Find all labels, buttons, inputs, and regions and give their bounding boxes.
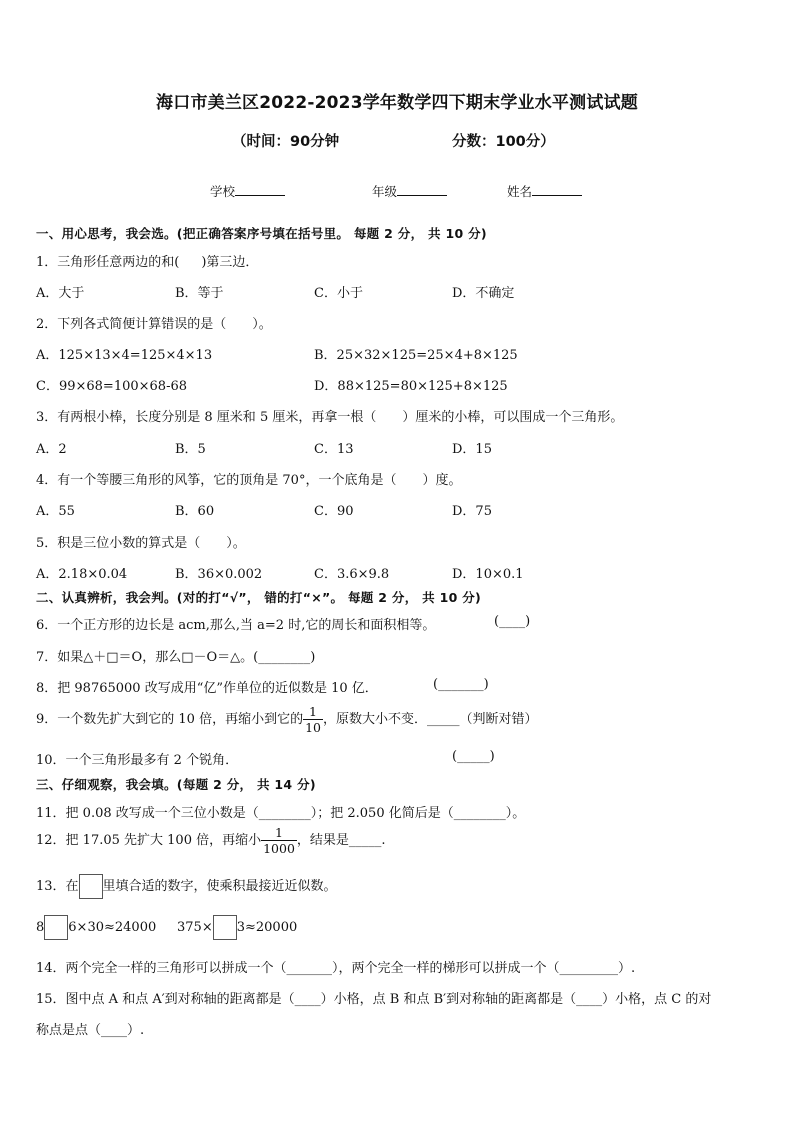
answer-box [79, 874, 103, 899]
question-15-line-2: 称点是点（____）. [36, 1023, 145, 1038]
grade-blank[interactable] [397, 183, 447, 196]
question-1-option-a[interactable]: A．大于 [36, 286, 85, 301]
question-5-option-b[interactable]: B．36×0.002 [175, 567, 263, 582]
fraction-denominator: 10 [305, 720, 321, 735]
fraction-denominator: 1000 [263, 841, 295, 856]
total-score: 分数：100分） [452, 134, 555, 150]
question-13-text-a: 13．在 [36, 879, 79, 894]
question-7: 7．如果△＋□＝O，那么□－O＝△。(________) [36, 650, 316, 665]
question-15-line-1: 15．图中点 A 和点 A′到对称轴的距离都是（____）小格，点 B 和点 B′到对称轴的距离都是（____）小格，点 C 的对 [36, 992, 712, 1007]
question-13-expression-2 [177, 915, 297, 940]
question-9-text-a: 9．一个数先扩大到它的 10 倍，再缩小到它的 [36, 712, 304, 727]
section-2-heading: 二、认真辨析，我会判。(对的打“√”， 错的打“×”。 每题 2 分， 共 10 分) [36, 590, 482, 605]
expression-1-suffix: 6×30≈24000 [68, 920, 157, 935]
expression-2-input-box[interactable] [213, 915, 237, 940]
document-title: 海口市美兰区2022-2023学年数学四下期末学业水平测试试题 [156, 93, 638, 113]
fraction-numerator: 1 [309, 704, 317, 719]
question-3-option-c[interactable]: C．13 [314, 442, 354, 457]
question-3: 3．有两根小棒，长度分别是 8 厘米和 5 厘米，再拿一根（ ）厘米的小棒，可以围成一个三角形。 [36, 410, 624, 425]
name-field [507, 182, 582, 200]
question-1-text-b: )第三边． [201, 255, 259, 270]
question-13 [36, 874, 337, 899]
grade-label: 年级 [372, 184, 398, 199]
school-blank[interactable] [235, 183, 285, 196]
question-13-expression-1 [36, 915, 156, 940]
school-label: 学校 [210, 184, 236, 199]
question-4: 4．有一个等腰三角形的风筝，它的顶角是 70°，一个底角是（ ）度。 [36, 473, 462, 488]
fraction-numerator: 1 [275, 825, 283, 840]
expression-1-prefix: 8 [36, 920, 45, 935]
question-6: 6．一个正方形的边长是 acm,那么,当 a=2 时,它的周长和面积相等。 [36, 618, 436, 633]
school-field [210, 182, 285, 200]
question-1-text-a: 1．三角形任意两边的和( [36, 255, 180, 270]
question-9 [36, 704, 538, 735]
question-13-text-b: 里填合适的数字，使乘积最接近近似数。 [102, 879, 337, 894]
question-2-option-d[interactable]: D．88×125=80×125+8×125 [314, 379, 508, 394]
question-3-option-d[interactable]: D．15 [452, 442, 492, 457]
question-1-option-c[interactable]: C．小于 [314, 286, 363, 301]
question-4-option-a[interactable]: A．55 [36, 504, 75, 519]
question-9-text-b: ，原数大小不变．_____（判断对错） [322, 712, 538, 727]
question-14: 14．两个完全一样的三角形可以拼成一个（_______），两个完全一样的梯形可以拼成一个（_________）. [36, 961, 636, 976]
question-8-answer-bracket[interactable]: (_______) [433, 677, 489, 692]
expression-1-input-box[interactable] [44, 915, 68, 940]
fraction-one-thousandth [261, 825, 297, 856]
question-8: 8．把 98765000 改写成用“亿”作单位的近似数是 10 亿． [36, 681, 378, 696]
question-6-answer-bracket[interactable]: (____) [494, 614, 531, 629]
grade-field [372, 182, 447, 200]
question-5: 5．积是三位小数的算式是（ ）。 [36, 536, 246, 551]
question-1 [36, 251, 258, 270]
section-1-heading: 一、用心思考，我会选。(把正确答案序号填在括号里。 每题 2 分， 共 10 分) [36, 226, 487, 241]
question-4-option-c[interactable]: C．90 [314, 504, 354, 519]
name-label: 姓名 [507, 184, 533, 199]
expression-2-prefix: 375× [177, 920, 213, 935]
question-12-text-a: 12．把 17.05 先扩大 100 倍，再缩小 [36, 833, 262, 848]
question-2-option-c[interactable]: C．99×68=100×68-68 [36, 379, 187, 394]
time-limit: （时间：90分钟 [232, 134, 340, 150]
question-12-text-b: ，结果是_____. [296, 833, 386, 848]
question-2-option-b[interactable]: B．25×32×125=25×4+8×125 [314, 348, 518, 363]
fraction-one-tenth [303, 704, 323, 735]
question-2-option-a[interactable]: A．125×13×4=125×4×13 [36, 348, 213, 363]
question-4-option-b[interactable]: B．60 [175, 504, 215, 519]
question-3-option-b[interactable]: B．5 [175, 442, 206, 457]
expression-2-suffix: 3≈20000 [236, 920, 298, 935]
question-10-answer-bracket[interactable]: (_____) [452, 749, 495, 764]
question-10: 10．一个三角形最多有 2 个锐角． [36, 753, 239, 768]
name-blank[interactable] [532, 183, 582, 196]
question-3-option-a[interactable]: A．2 [36, 442, 67, 457]
section-3-heading: 三、仔细观察，我会填。(每题 2 分， 共 14 分) [36, 777, 316, 792]
question-1-option-b[interactable]: B．等于 [175, 286, 224, 301]
question-5-option-a[interactable]: A．2.18×0.04 [36, 567, 128, 582]
question-5-option-c[interactable]: C．3.6×9.8 [314, 567, 390, 582]
question-12 [36, 825, 386, 856]
question-4-option-d[interactable]: D．75 [452, 504, 492, 519]
question-11: 11．把 0.08 改写成一个三位小数是（________）；把 2.050 化简后是（________）。 [36, 806, 526, 821]
question-1-option-d[interactable]: D．不确定 [452, 286, 515, 301]
question-5-option-d[interactable]: D．10×0.1 [452, 567, 524, 582]
question-2: 2．下列各式简便计算错误的是（ ）。 [36, 317, 272, 332]
